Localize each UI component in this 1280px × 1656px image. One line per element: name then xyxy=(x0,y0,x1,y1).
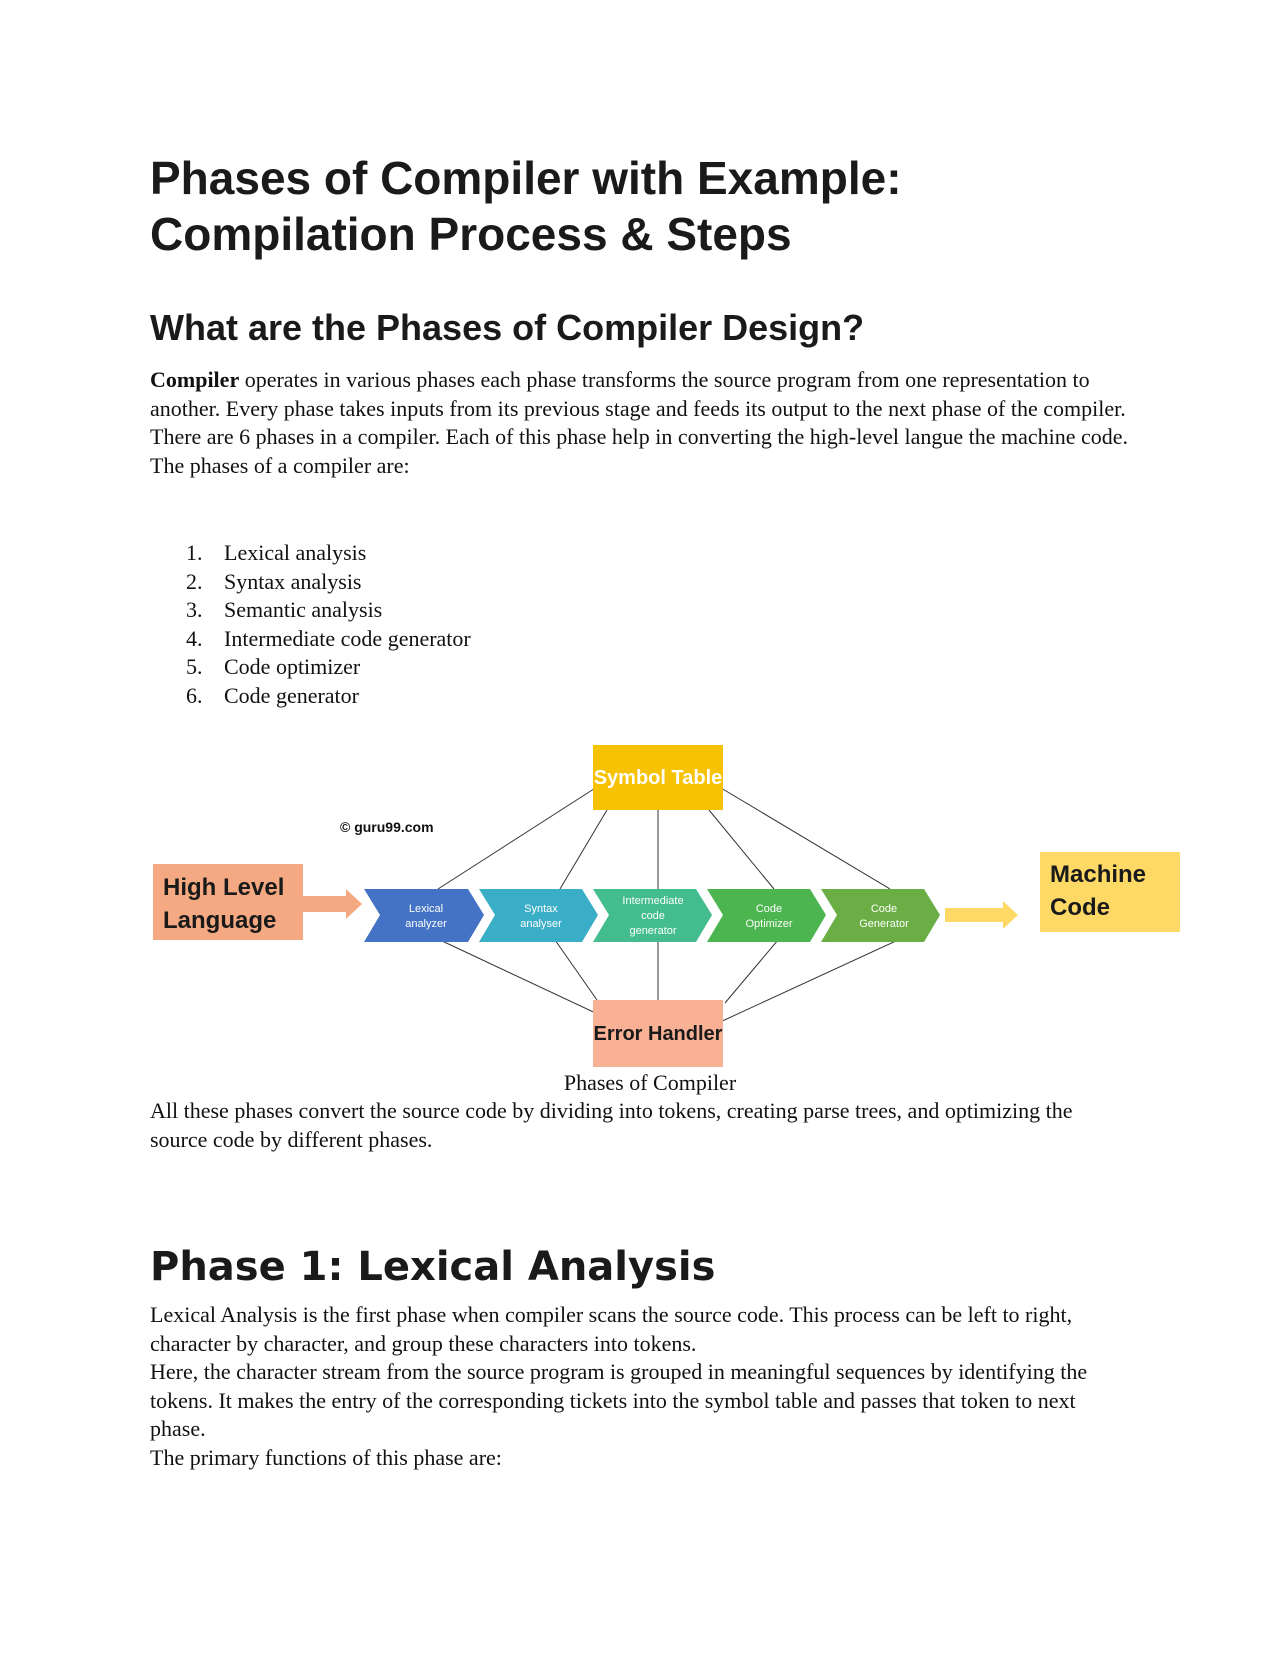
intermediate-code-label-line2: code xyxy=(641,910,665,922)
list-number: 5. xyxy=(186,654,203,680)
list-label: Intermediate code generator xyxy=(224,625,471,651)
syntax-analyser-chevron xyxy=(479,889,598,942)
input-arrow xyxy=(303,889,362,919)
compiler-phases-diagram xyxy=(150,745,1200,1075)
phase1-paragraph-3: The primary functions of this phase are: xyxy=(150,1444,502,1470)
phase1-heading: Phase 1: Lexical Analysis xyxy=(150,1244,716,1290)
list-number: 2. xyxy=(186,568,203,594)
list-number: 4. xyxy=(186,625,203,651)
list-item xyxy=(150,539,471,568)
lexical-analyzer-label-line2: analyzer xyxy=(405,918,447,930)
page-title: Phases of Compiler with Example: Compilation Process & Steps xyxy=(150,152,902,260)
list-label: Lexical analysis xyxy=(224,540,367,565)
list-label: Code generator xyxy=(224,682,359,708)
code-generator-label-line2: Generator xyxy=(859,918,909,930)
list-number: 3. xyxy=(186,597,203,623)
intro-paragraph-1-text: operates in various phases each phase transforms the source program from one representation to another. Every phase takes inputs from its previous stage and feeds its output to the next phase of the compiler. xyxy=(150,367,1126,421)
output-label-line2: Code xyxy=(1050,894,1110,921)
list-label: Syntax analysis xyxy=(224,568,362,594)
code-generator-chevron xyxy=(821,889,940,942)
input-label-line2: Language xyxy=(163,907,277,934)
list-item xyxy=(150,625,471,654)
code-optimizer-label-line1: Code xyxy=(755,903,783,915)
list-item xyxy=(150,682,471,711)
list-item xyxy=(150,653,471,682)
section-heading: What are the Phases of Compiler Design? xyxy=(150,307,865,348)
phase-list xyxy=(150,539,471,711)
intro-paragraph-2: There are 6 phases in a compiler. Each of this phase help in converting the high-level langue the machine code. The phases of a compiler are: xyxy=(150,424,1129,478)
code-optimizer-label-line2: Optimizer xyxy=(745,918,793,930)
list-label: Semantic analysis xyxy=(224,597,383,623)
list-number: 1. xyxy=(186,540,203,565)
phase1-paragraph-2: Here, the character stream from the source program is grouped in meaningful sequences by identifying the tokens. It makes the entry of the corresponding tickets into the symbol table and passes that token to next phase. xyxy=(150,1359,1088,1442)
phase1-paragraph-1: Lexical Analysis is the first phase when compiler scans the source code. This process can be left to right, character by character, and group these characters into tokens. xyxy=(150,1302,1073,1356)
syntax-analyser-label-line1: Syntax xyxy=(524,903,558,915)
syntax-analyser-label-line2: analyser xyxy=(520,918,562,930)
list-item xyxy=(150,568,471,597)
code-generator-label-line1: Code xyxy=(870,903,898,915)
output-arrow xyxy=(945,901,1018,929)
intro-paragraphs xyxy=(150,366,1130,480)
symbol-table-label: Symbol Table xyxy=(593,767,723,789)
list-label: Code optimizer xyxy=(224,654,361,680)
output-label-line1: Machine xyxy=(1050,861,1147,888)
intermediate-code-label-line1: Intermediate xyxy=(622,895,684,907)
phase1-paragraphs xyxy=(150,1301,1130,1473)
bold-term-compiler: Compiler xyxy=(150,367,240,392)
code-optimizer-chevron xyxy=(707,889,826,942)
error-handler-label: Error Handler xyxy=(593,1023,723,1045)
watermark-text: © guru99.com xyxy=(340,819,434,835)
intermediate-code-label-line3: generator xyxy=(629,925,677,937)
figure-caption: Phases of Compiler xyxy=(563,1070,737,1095)
lexical-analyzer-label-line1: Lexical xyxy=(408,903,444,915)
intro-paragraph-1 xyxy=(150,366,1130,423)
list-number: 6. xyxy=(186,682,203,708)
input-label-line1: High Level xyxy=(163,874,285,901)
after-diagram-paragraph: All these phases convert the source code by dividing into tokens, creating parse trees, and optimizing the source code by different phases. xyxy=(150,1098,1073,1152)
list-item xyxy=(150,596,471,625)
lexical-analyzer-chevron xyxy=(364,889,484,942)
